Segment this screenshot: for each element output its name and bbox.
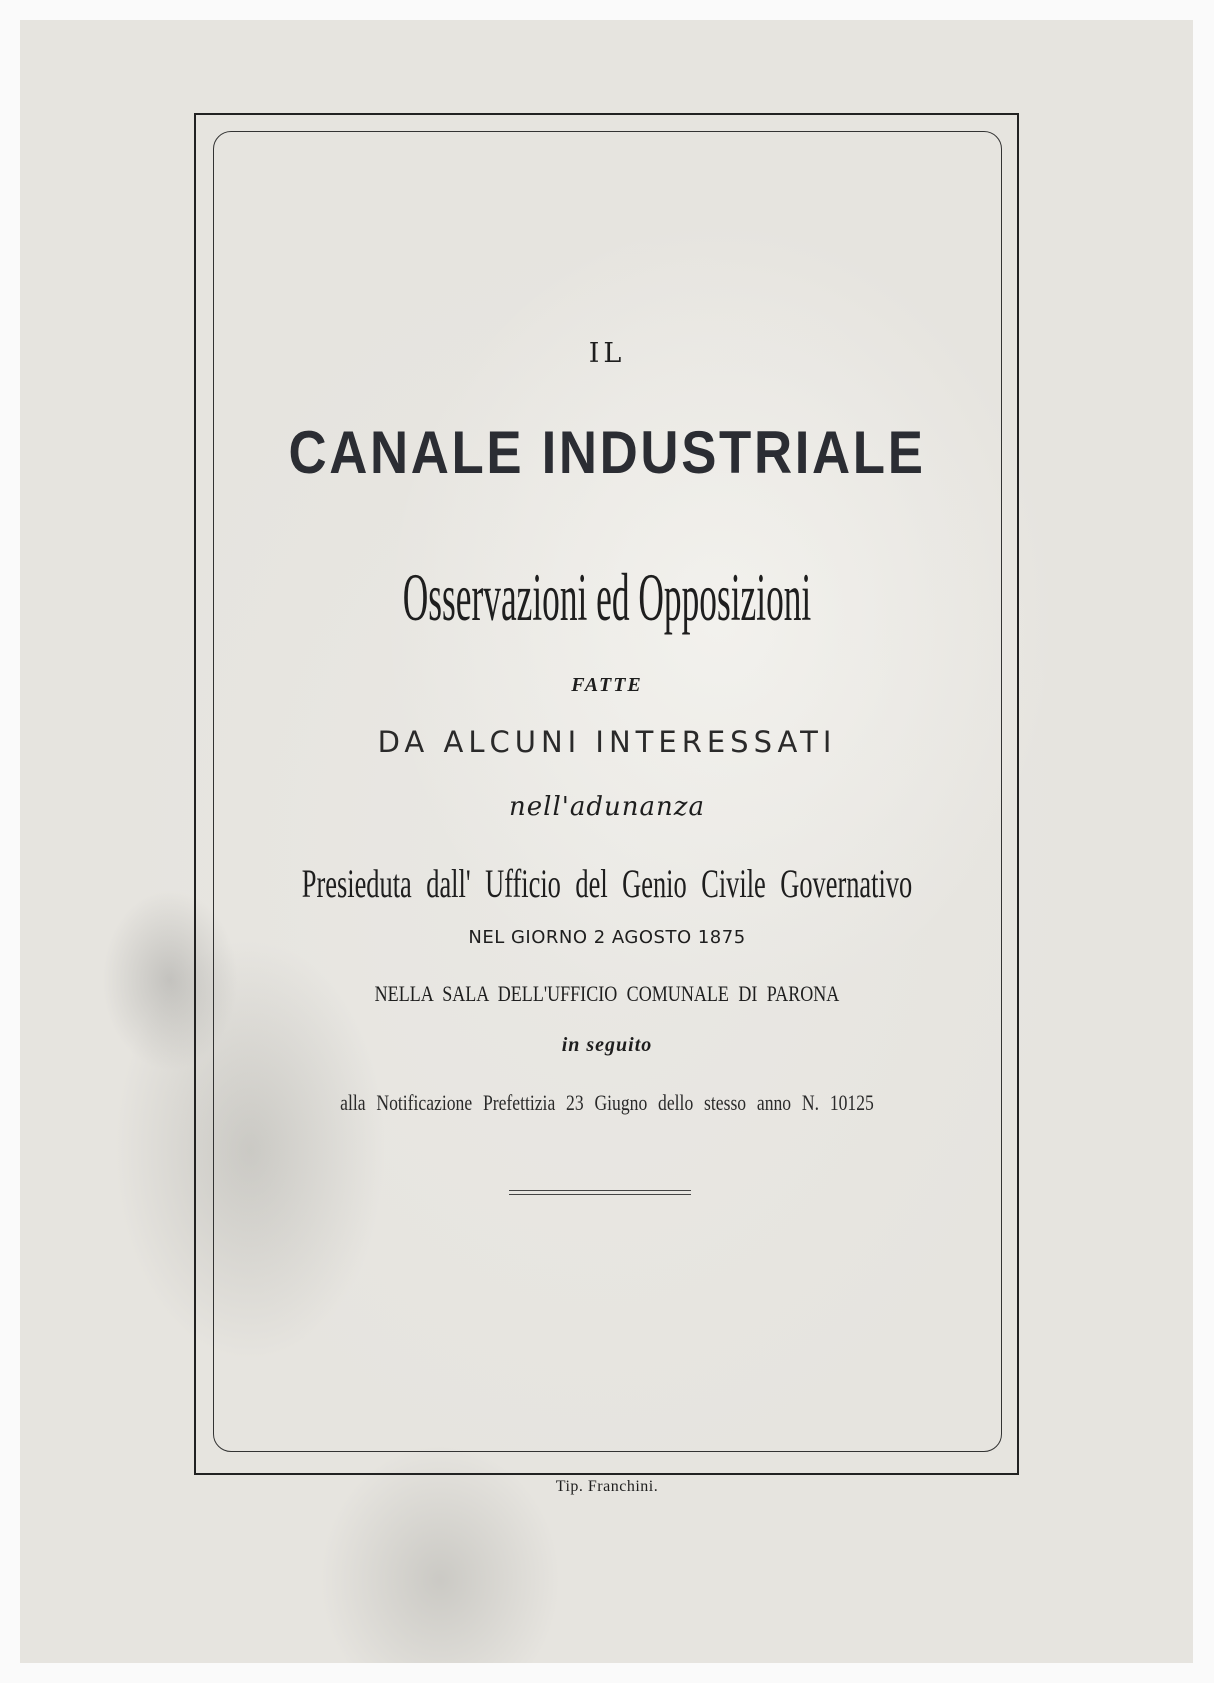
double-rule-divider — [509, 1190, 691, 1195]
presided-line: Presieduta dall' Ufficio del Genio Civile Governativo — [301, 861, 913, 906]
following-label: in seguito — [561, 1034, 653, 1056]
location-line: NELLA SALA DELL'UFFICIO COMUNALE DI PARONA — [374, 981, 840, 1006]
date-line: NEL GIORNO 2 AGOSTO 1875 — [468, 927, 746, 948]
printer-imprint: Tip. Franchini. — [555, 1478, 659, 1495]
notification-line: alla Notificazione Prefettizia 23 Giugno dello stesso anno N. 10125 — [340, 1090, 874, 1115]
made-label: FATTE — [571, 674, 643, 696]
meeting-line: nell'adunanza — [509, 792, 705, 822]
subtitle: Osservazioni ed Opposizioni — [402, 559, 812, 635]
authors-line: DA ALCUNI INTERESSATI — [377, 725, 837, 759]
title-article: IL — [588, 338, 626, 369]
main-title: CANALE INDUSTRIALE — [288, 419, 926, 486]
